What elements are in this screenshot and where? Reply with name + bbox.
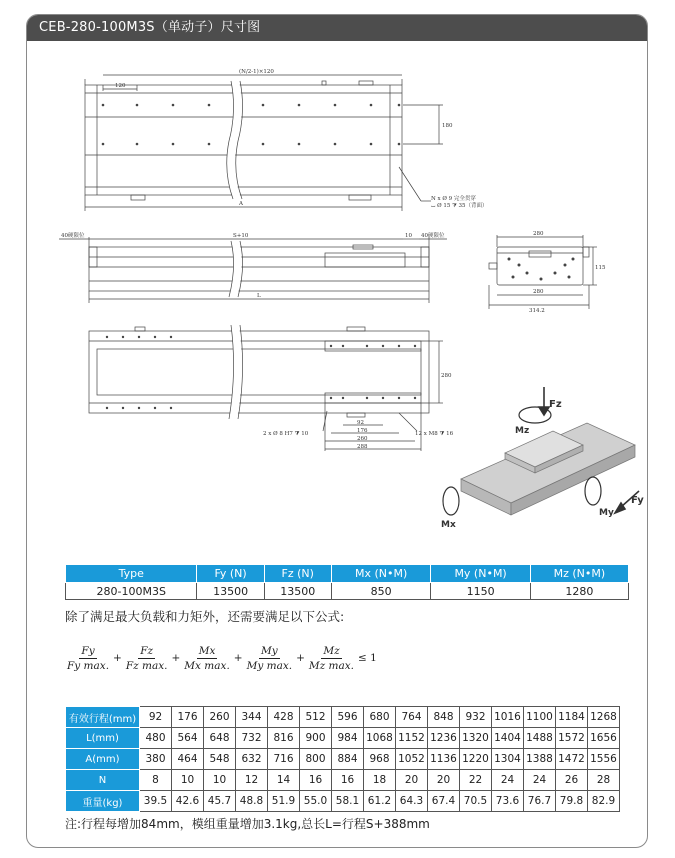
formula-term-my: $\frac{My}{\text{My max.}}$ [246, 644, 293, 672]
label-mz: Mz [515, 426, 530, 436]
stroke-table-cell: 1656 [588, 728, 620, 749]
stroke-table-cell: 1052 [396, 749, 428, 770]
stroke-table-cell: 1572 [556, 728, 588, 749]
stroke-table-cell: 564 [172, 728, 204, 749]
formula-inequality: ≤ 1 [358, 652, 377, 664]
stroke-table-row [66, 728, 620, 749]
stroke-table-row [66, 749, 620, 770]
stroke-table-cell: 1268 [588, 707, 620, 728]
stroke-row-label: A(mm) [66, 749, 140, 770]
stroke-table-cell: 480 [140, 728, 172, 749]
header-mx: Mx (N•M) [331, 565, 430, 583]
dim-top-180: 180 [442, 123, 453, 129]
load-table [65, 564, 629, 600]
label-my: My [599, 508, 614, 518]
stroke-table-cell: 92 [140, 707, 172, 728]
bottom-note-right: 12 x M8 ⧩ 16 [415, 431, 454, 437]
dim-top-120: 120 [115, 83, 126, 89]
mx-rotation-arrow [443, 487, 459, 515]
stroke-table-cell: 344 [236, 707, 268, 728]
label-mx: Mx [441, 520, 456, 530]
dim-top-a: A [239, 201, 243, 207]
formula-term-fy: $\frac{Fy}{\text{Fy max.}}$ [67, 644, 110, 672]
stroke-table-cell: 1320 [460, 728, 492, 749]
formula-intro-note: 除了满足最大负载和力矩外，还需要满足以下公式: [65, 609, 345, 624]
stroke-table-cell: 648 [204, 728, 236, 749]
stroke-table-cell: 18 [364, 770, 396, 791]
stroke-table-cell: 67.4 [428, 791, 460, 812]
cell-my: 1150 [431, 583, 530, 600]
stroke-table-cell: 1016 [492, 707, 524, 728]
stroke-table-cell: 24 [524, 770, 556, 791]
stroke-table-cell: 1556 [588, 749, 620, 770]
stroke-table-cell: 10 [204, 770, 236, 791]
stroke-table-cell: 55.0 [300, 791, 332, 812]
dim-bottom-176: 176 [357, 428, 368, 434]
label-fz: Fz [549, 399, 562, 410]
stroke-table-cell: 260 [204, 707, 236, 728]
stroke-table-cell: 70.5 [460, 791, 492, 812]
page-title: CEB-280-100M3S（单动子）尺寸图 [27, 15, 647, 41]
header-mz: Mz (N•M) [530, 565, 628, 583]
stroke-table-cell: 1068 [364, 728, 396, 749]
stroke-footnote: 注:行程每增加84mm，模组重量增加3.1kg,总长L=行程S+388mm [65, 817, 430, 831]
stroke-table-cell: 26 [556, 770, 588, 791]
technical-drawings [27, 41, 648, 571]
stroke-table-cell: 512 [300, 707, 332, 728]
stroke-table-cell: 58.1 [332, 791, 364, 812]
stroke-table-cell: 82.9 [588, 791, 620, 812]
end-view-drawing [489, 235, 597, 309]
dim-end-314: 314.2 [529, 308, 545, 314]
stroke-table-cell: 79.8 [556, 791, 588, 812]
bottom-note-left: 2 x Ø 8 H7 ⧩ 10 [263, 431, 309, 437]
cell-fz: 13500 [264, 583, 331, 600]
mz-rotation-arrow [519, 407, 551, 423]
header-fz: Fz (N) [264, 565, 331, 583]
stroke-table-cell: 1220 [460, 749, 492, 770]
stroke-table-cell: 900 [300, 728, 332, 749]
stroke-table-cell: 816 [268, 728, 300, 749]
dim-top-total: (N/2-1)×120 [239, 69, 274, 75]
dim-side-s10: S+10 [233, 233, 249, 239]
dim-end-280-bottom: 280 [533, 289, 544, 295]
isometric-model [461, 423, 635, 515]
header-my: My (N•M) [431, 565, 530, 583]
stroke-table-cell: 28 [588, 770, 620, 791]
stroke-table-cell: 48.8 [236, 791, 268, 812]
stroke-table-cell: 1152 [396, 728, 428, 749]
formula-term-fz: $\frac{Fz}{\text{Fz max.}}$ [125, 644, 168, 672]
dim-bottom-288: 288 [357, 444, 368, 450]
stroke-table-cell: 10 [172, 770, 204, 791]
cell-type: 280-100M3S [66, 583, 197, 600]
header-type: Type [66, 565, 197, 583]
dim-side-right: 40硬限位 [421, 233, 445, 239]
stroke-row-label: N [66, 770, 140, 791]
cell-fy: 13500 [197, 583, 264, 600]
stroke-table-cell: 176 [172, 707, 204, 728]
stroke-table-cell: 42.6 [172, 791, 204, 812]
stroke-table-cell: 764 [396, 707, 428, 728]
stroke-table-cell: 1404 [492, 728, 524, 749]
stroke-table-cell: 45.7 [204, 791, 236, 812]
stroke-table-cell: 380 [140, 749, 172, 770]
stroke-table-cell: 968 [364, 749, 396, 770]
dim-side-left: 40硬限位 [61, 233, 85, 239]
stroke-table-cell: 76.7 [524, 791, 556, 812]
spec-card [26, 14, 648, 848]
stroke-table-cell: 14 [268, 770, 300, 791]
stroke-row-label: L(mm) [66, 728, 140, 749]
stroke-table-cell: 884 [332, 749, 364, 770]
stroke-table-cell: 732 [236, 728, 268, 749]
stroke-table-cell: 12 [236, 770, 268, 791]
stroke-table-cell: 596 [332, 707, 364, 728]
hole-note-1: N x Ø 9 完全贯穿 [431, 196, 476, 202]
stroke-row-label: 重量(kg) [66, 791, 140, 812]
stroke-table-cell: 932 [460, 707, 492, 728]
stroke-row-label: 有效行程(mm) [66, 707, 140, 728]
stroke-table-cell: 1388 [524, 749, 556, 770]
stroke-table-cell: 73.6 [492, 791, 524, 812]
dim-end-115: 115 [595, 265, 606, 271]
load-table-header-row [66, 565, 629, 583]
dim-side-l: L [257, 293, 261, 299]
label-fy: Fy [631, 495, 644, 506]
dim-bottom-280: 280 [441, 373, 452, 379]
formula-term-mz: $\frac{Mz}{\text{Mz max.}}$ [308, 644, 355, 672]
cell-mz: 1280 [530, 583, 628, 600]
stroke-table-cell: 20 [428, 770, 460, 791]
my-rotation-arrow [585, 477, 601, 505]
stroke-table-cell: 22 [460, 770, 492, 791]
stroke-table-cell: 16 [300, 770, 332, 791]
stroke-table-cell: 464 [172, 749, 204, 770]
stroke-table-cell: 716 [268, 749, 300, 770]
stroke-table-cell: 39.5 [140, 791, 172, 812]
stroke-table-cell: 16 [332, 770, 364, 791]
stroke-table-cell: 1472 [556, 749, 588, 770]
dim-end-280-top: 280 [533, 231, 544, 237]
cell-mx: 850 [331, 583, 430, 600]
stroke-table-row [66, 770, 620, 791]
stroke-table-cell: 632 [236, 749, 268, 770]
formula-term-mx: $\frac{Mx}{\text{Mx max.}}$ [184, 644, 230, 672]
stroke-table-cell: 1100 [524, 707, 556, 728]
dim-bottom-92: 92 [357, 420, 364, 426]
load-formula: $\frac{Fy}{\text{Fy max.}}$ + $\frac{Fz}{\text{Fz max.}}$ + $\frac{Mx}{\text{Mx max.}}$ + $\frac{My}{\text{My max.}}$ + $\frac{Mz}{\text{Mz max.}}$ ≤ 1 [67, 644, 377, 672]
stroke-table-cell: 428 [268, 707, 300, 728]
drawing-svg [27, 41, 648, 571]
stroke-table-cell: 680 [364, 707, 396, 728]
dim-bottom-260: 260 [357, 436, 368, 442]
hole-note-2: ⌴ Ø 15 ⧩ 35（背面） [431, 203, 488, 209]
stroke-table-cell: 848 [428, 707, 460, 728]
stroke-table-cell: 1136 [428, 749, 460, 770]
stroke-table-cell: 1236 [428, 728, 460, 749]
stroke-table-cell: 64.3 [396, 791, 428, 812]
top-view-drawing [85, 75, 443, 211]
stroke-table-cell: 1304 [492, 749, 524, 770]
stroke-table-row [66, 791, 620, 812]
dim-side-10: 10 [405, 233, 412, 239]
stroke-table-cell: 20 [396, 770, 428, 791]
stroke-table [65, 706, 620, 812]
stroke-table-cell: 51.9 [268, 791, 300, 812]
stroke-table-row [66, 707, 620, 728]
side-view-drawing [59, 237, 447, 303]
stroke-table-cell: 984 [332, 728, 364, 749]
stroke-table-cell: 548 [204, 749, 236, 770]
stroke-table-cell: 24 [492, 770, 524, 791]
stroke-table-cell: 8 [140, 770, 172, 791]
stroke-table-cell: 800 [300, 749, 332, 770]
stroke-table-cell: 61.2 [364, 791, 396, 812]
header-fy: Fy (N) [197, 565, 264, 583]
stroke-table-cell: 1488 [524, 728, 556, 749]
stroke-table-cell: 1184 [556, 707, 588, 728]
load-table-row [66, 583, 629, 600]
